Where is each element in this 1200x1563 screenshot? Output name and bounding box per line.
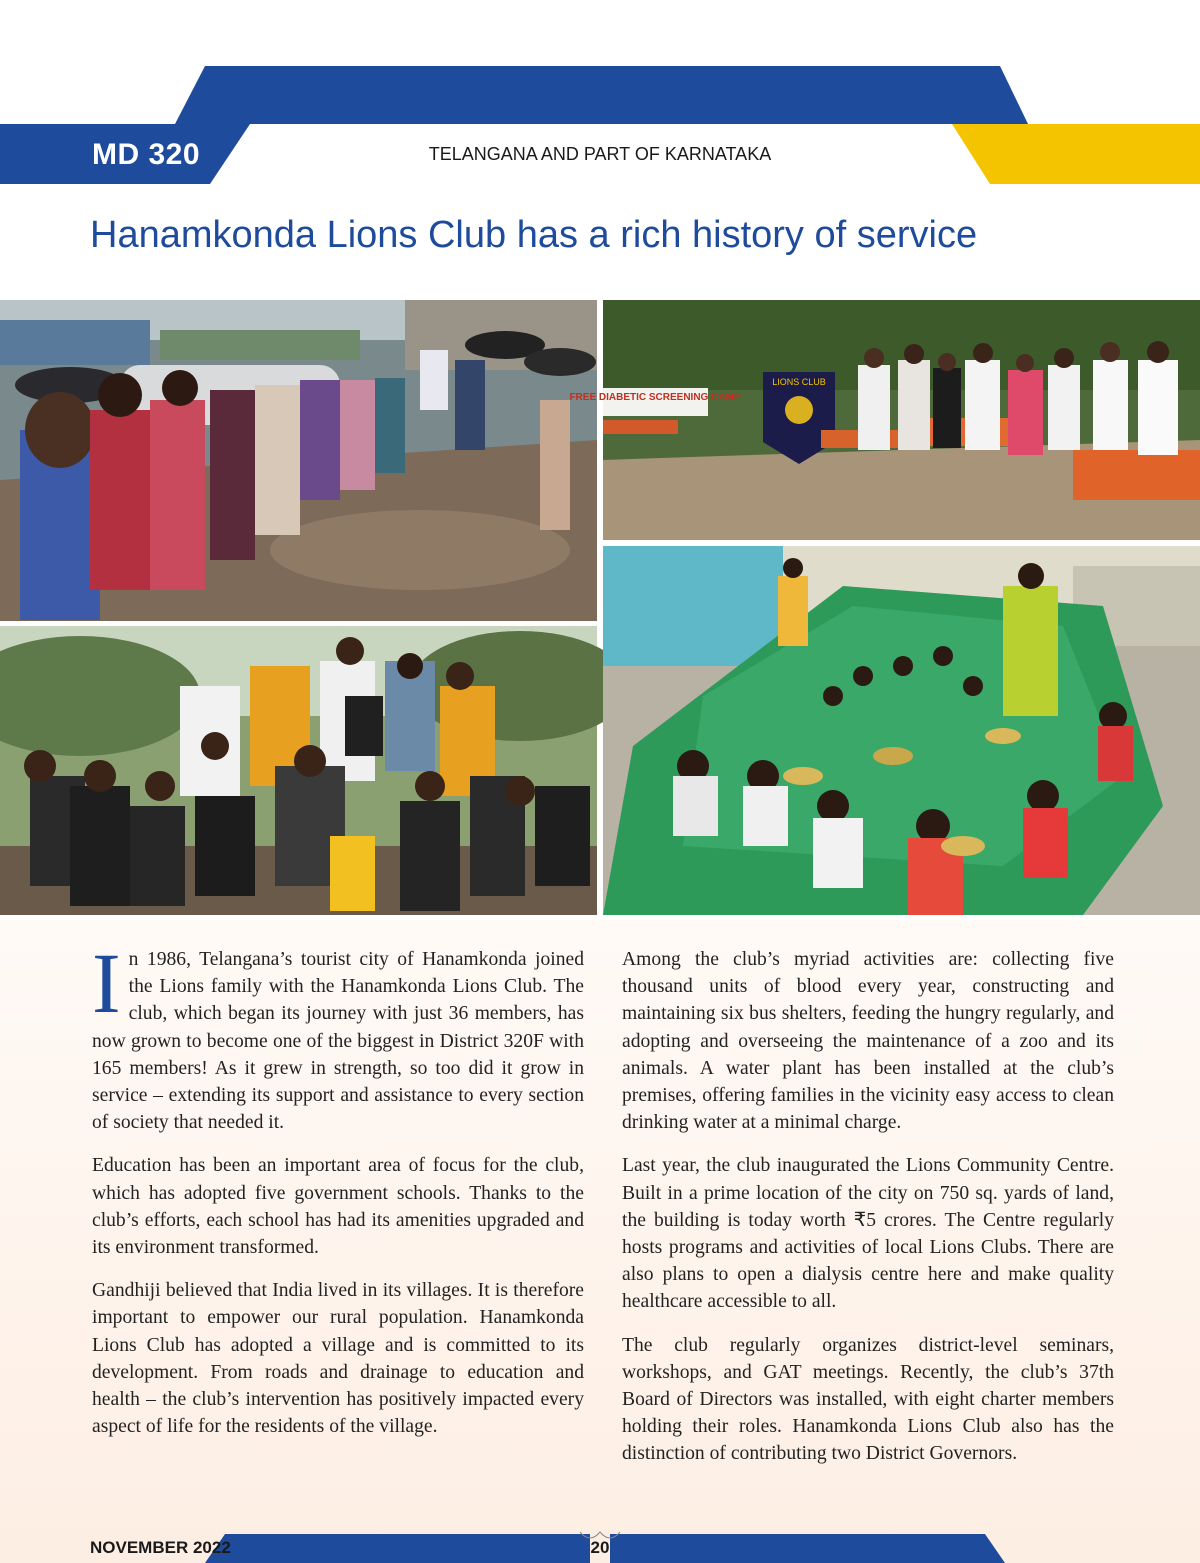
- board-text: LIONS CLUB: [772, 377, 826, 387]
- paragraph: Gandhiji believed that India lived in its villages. It is therefore important to empower our rural population. Hanamkonda Lions Club has adopted a village and is committed to its development. From roads and drainage to education and health – the club’s intervention has positively impacted every aspect of life for the residents of the village.: [92, 1280, 584, 1438]
- page-number: 20: [590, 1538, 610, 1557]
- article-column-left: [92, 935, 584, 1456]
- paragraph: Education has been an important area of focus for the club, which has adopted five government schools. Thanks to the club’s efforts, each school has had its amenities upgraded and its environment transformed.: [92, 1155, 584, 1259]
- photo-children-meal: [603, 546, 1200, 915]
- footer-date: NOVEMBER 2022: [90, 1538, 231, 1557]
- footer-magazine: THE LION: [235, 1538, 315, 1557]
- district-label: MD 320: [92, 138, 201, 171]
- drop-cap: I: [92, 935, 121, 1031]
- region-label: TELANGANA AND PART OF KARNATAKA: [428, 144, 772, 164]
- paragraph: The club regularly organizes district-level seminars, workshops, and GAT meetings. Recently, the club’s 37th Board of Directors was installed, with eight charter members holding their roles. Hanamkonda Lions Club also has the distinction of contributing two District Governors.: [622, 1334, 1114, 1465]
- photo-benches-camp: [569, 300, 1200, 540]
- photo-rain-queue: [0, 300, 597, 621]
- article-title: Hanamkonda Lions Club has a rich history of service: [90, 214, 978, 256]
- paragraph: Among the club’s myriad activities are: collecting five thousand units of blood every year, constructing and maintaining six bus shelters, feeding the hungry regularly, and adopting and overseeing the maintenance of a zoo and its animals. A water plant has been installed at the club’s premises, offering families in the vicinity easy access to clean drinking water at a minimal charge.: [622, 949, 1114, 1134]
- banner-text: FREE DIABETIC SCREENING CAMP: [569, 392, 741, 403]
- article-column-right: [622, 946, 1114, 1484]
- footer-issue: [90, 1538, 315, 1558]
- paragraph: In 1986, Telangana’s tourist city of Hanamkonda joined the Lions family with the Hanamkonda Lions Club. The club, which began its journey with just 36 members, has now grown to become one of the biggest in District 320F with 165 members! As it grew in strength, so too did it grow in service – extending its support and assistance to every section of society that needed it.: [92, 935, 584, 1134]
- paragraph: Last year, the club inaugurated the Lions Community Centre. Built in a prime location of the city on 750 sq. yards of land, the building is today worth ₹5 crores. The Centre regularly hosts programs and activities of local Lions Clubs. There are also plans to open a dialysis centre here and make quality healthcare accessible to all.: [622, 1155, 1114, 1313]
- photo-school-bags: [0, 626, 597, 915]
